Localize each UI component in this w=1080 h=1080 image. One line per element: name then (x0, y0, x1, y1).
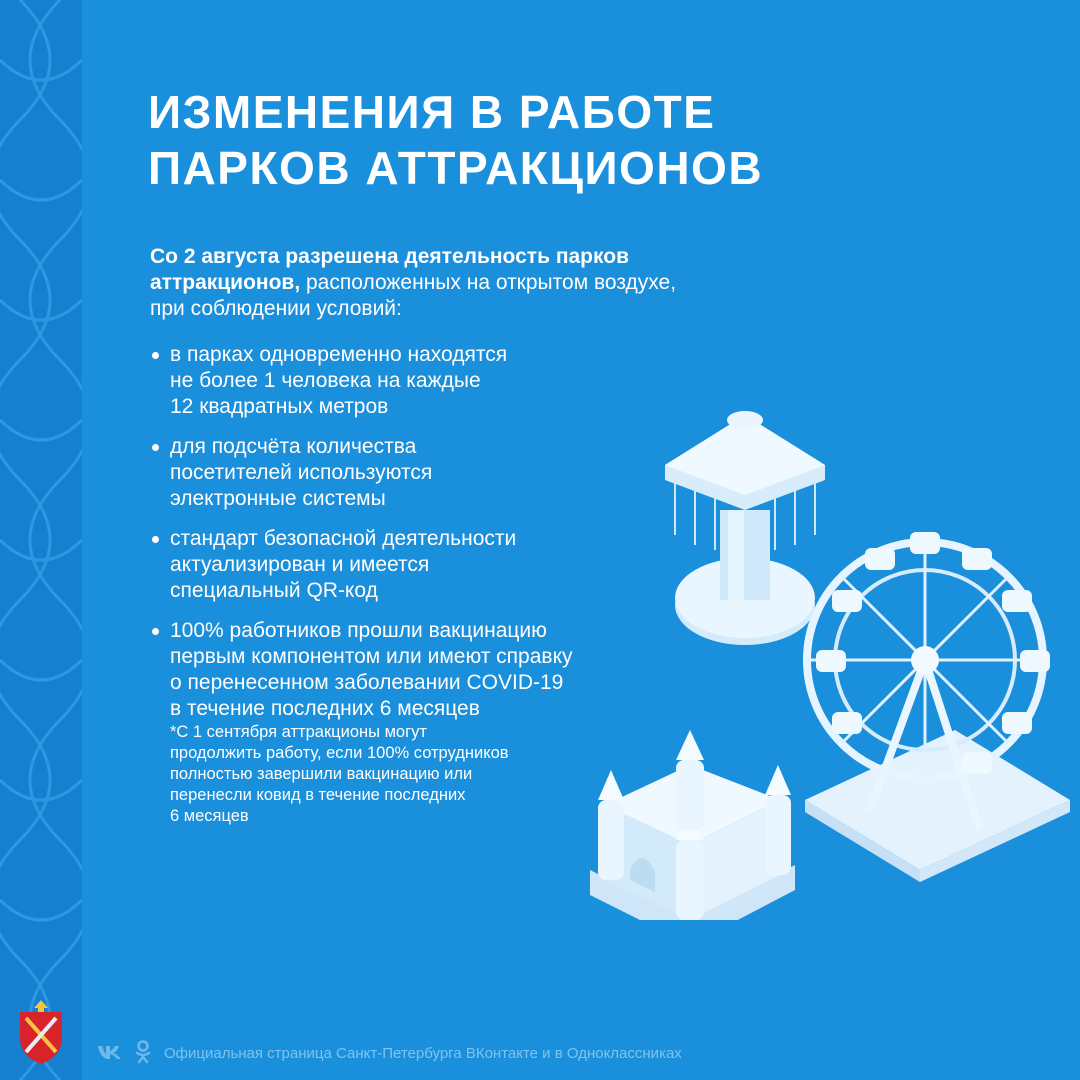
ok-icon[interactable] (135, 1040, 151, 1064)
bouncy-castle-icon (590, 730, 795, 920)
list-item-text: в парках одновременно находятся не более 1 человека на каждые 12 квадратных метров (170, 343, 508, 418)
saint-petersburg-coat-of-arms-icon (12, 998, 70, 1066)
vk-icon[interactable] (97, 1044, 123, 1060)
list-item-text: 100% работников прошли вакцинацию первым компонентом или имеют справку о перенесенном заболевании COVID-19 в течение последних 6 месяцев (170, 619, 573, 720)
intro-paragraph (150, 244, 710, 322)
ferris-wheel-icon (805, 532, 1070, 882)
list-item-text: для подсчёта количества посетителей используются электронные системы (170, 435, 433, 510)
bullet-dot-icon (152, 444, 159, 451)
bullet-dot-icon (152, 352, 159, 359)
amusement-park-illustration (580, 400, 1080, 920)
footnote: *С 1 сентября аттракционы могут продолжить работу, если 100% сотрудников полностью завершили вакцинацию или перенесли ковид в течение последних 6 месяцев (170, 723, 509, 825)
carousel-icon (665, 411, 825, 645)
footer-social-icons (97, 1040, 151, 1064)
bullet-dot-icon (152, 628, 159, 635)
intro-regular-text: расположенных на открытом воздухе, при соблюдении условий: (150, 271, 677, 320)
page-title (148, 84, 1028, 196)
decorative-side-pattern (0, 0, 82, 1080)
list-item-text: стандарт безопасной деятельности актуализирован и имеется специальный QR-код (170, 527, 517, 602)
intro-bold-text: Со 2 августа разрешена деятельность парков аттракционов, (150, 245, 629, 294)
title-line-1: ИЗМЕНЕНИЯ В РАБОТЕ (148, 86, 716, 138)
title-line-2: ПАРКОВ АТТРАКЦИОНОВ (148, 142, 764, 194)
footer-caption: Официальная страница Санкт-Петербурга ВКонтакте и в Одноклассниках (164, 1045, 682, 1062)
bullet-dot-icon (152, 536, 159, 543)
